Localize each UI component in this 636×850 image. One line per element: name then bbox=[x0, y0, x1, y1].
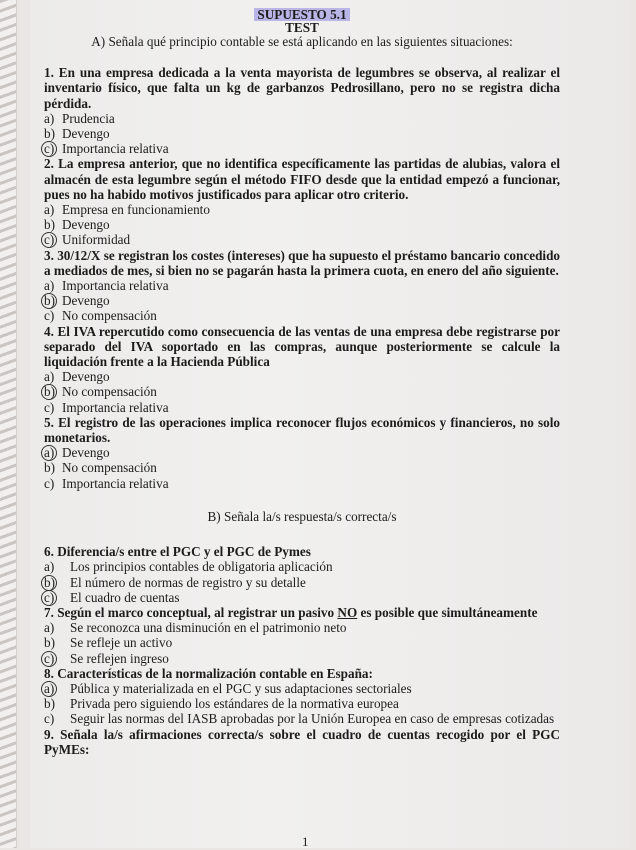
q2-option-b: b) Devengo bbox=[44, 217, 110, 233]
question-8: 8. Características de la normalización contable en España: bbox=[44, 665, 373, 681]
supuesto-highlight: SUPUESTO 5.1 bbox=[254, 8, 349, 21]
answer-circle bbox=[41, 575, 57, 591]
binder-edge bbox=[0, 0, 17, 848]
q1-option-b: b) Devengo bbox=[44, 126, 110, 142]
answer-circle bbox=[41, 232, 57, 248]
page-content bbox=[44, 8, 560, 757]
question-1: 1. En una empresa dedicada a la venta mayorista de legumbres se observa, al realizar el inventario físico, que falta un kg de garbanzos Pedrosillano, pero no se registra dicha pérdida. bbox=[44, 65, 560, 111]
q6-option-c: c) El cuadro de cuentas bbox=[44, 590, 560, 605]
q1-option-c: c) Importancia relativa bbox=[44, 141, 560, 156]
q8-option-c: c) Seguir las normas del IASB aprobadas por la Unión Europea en caso de empresas cotizadas bbox=[44, 711, 555, 727]
q8-option-a: a) Pública y materializada en el PGC y sus adaptaciones sectoriales bbox=[44, 681, 560, 696]
q8-option-b: b) Privada pero siguiendo los estándares de la normativa europea bbox=[44, 696, 399, 712]
q4-option-b: b) No compensación bbox=[44, 384, 560, 399]
q2-option-c: c) Uniformidad bbox=[44, 232, 560, 247]
question-7: 7. Según el marco conceptual, al registrar un pasivo NO es posible que simultáneamente bbox=[44, 604, 538, 620]
document-page bbox=[30, 0, 630, 848]
answer-circle bbox=[41, 681, 57, 697]
q3-option-c: c) No compensación bbox=[44, 308, 157, 324]
answer-circle bbox=[41, 141, 57, 157]
q6-option-a: a) Los principios contables de obligatoria aplicación bbox=[44, 559, 333, 575]
answer-circle bbox=[41, 590, 57, 606]
q4-option-c: c) Importancia relativa bbox=[44, 399, 169, 415]
section-b-heading: B) Señala la/s respuesta/s correcta/s bbox=[207, 508, 397, 524]
q5-option-a: a) Devengo bbox=[44, 445, 560, 460]
question-3: 3. 30/12/X se registran los costes (intereses) que ha supuesto el préstamo bancario concedido a mediados de mes, si bien no se pagarán hasta la primera cuota, en enero del año siguiente. bbox=[44, 247, 560, 278]
q7-option-a: a) Se reconozca una disminución en el patrimonio neto bbox=[44, 620, 347, 636]
q3-option-a: a) Importancia relativa bbox=[44, 278, 169, 294]
question-4: 4. El IVA repercutido como consecuencia de las ventas de una empresa debe registrarse por separado del IVA soportado en las compras, aunque posteriormente se calcule la liquidación frente a la Hacienda Pública bbox=[44, 323, 560, 370]
q1-option-a: a) Prudencia bbox=[44, 110, 115, 126]
question-5: 5. El registro de las operaciones implica reconocer flujos económicos y financieros, no solo monetarios. bbox=[44, 414, 560, 446]
q7-option-c: c) Se reflejen ingreso bbox=[44, 651, 560, 666]
question-2: 2. La empresa anterior, que no identifica específicamente las partidas de alubias, valora el almacén de esta legumbre según el método FIFO desde que la entidad empezó a funcionar, pues no ha habido motivos justificados para aplicar otro criterio. bbox=[44, 156, 560, 202]
q7-option-b: b) Se refleje un activo bbox=[44, 635, 173, 651]
underlined-no: NO bbox=[337, 604, 358, 620]
answer-circle bbox=[41, 445, 57, 461]
q3-option-b: b) Devengo bbox=[44, 293, 560, 308]
question-6: 6. Diferencia/s entre el PGC y el PGC de Pymes bbox=[44, 544, 311, 560]
q5-option-c: c) Importancia relativa bbox=[44, 475, 169, 491]
q4-option-a: a) Devengo bbox=[44, 369, 110, 385]
answer-circle bbox=[41, 651, 57, 667]
test-title: TEST bbox=[285, 20, 319, 35]
q5-option-b: b) No compensación bbox=[44, 460, 157, 476]
spacer bbox=[44, 49, 560, 65]
question-9: 9. Señala la/s afirmaciones correcta/s sobre el cuadro de cuentas recogido por el PGC PyMEs: bbox=[44, 726, 560, 757]
q6-option-b: b) El número de normas de registro y su detalle bbox=[44, 575, 560, 590]
page-number: 1 bbox=[302, 834, 309, 849]
section-a-heading: A) Señala qué principio contable se está aplicando en las siguientes situaciones: bbox=[91, 34, 513, 49]
q2-option-a: a) Empresa en funcionamiento bbox=[44, 202, 210, 218]
